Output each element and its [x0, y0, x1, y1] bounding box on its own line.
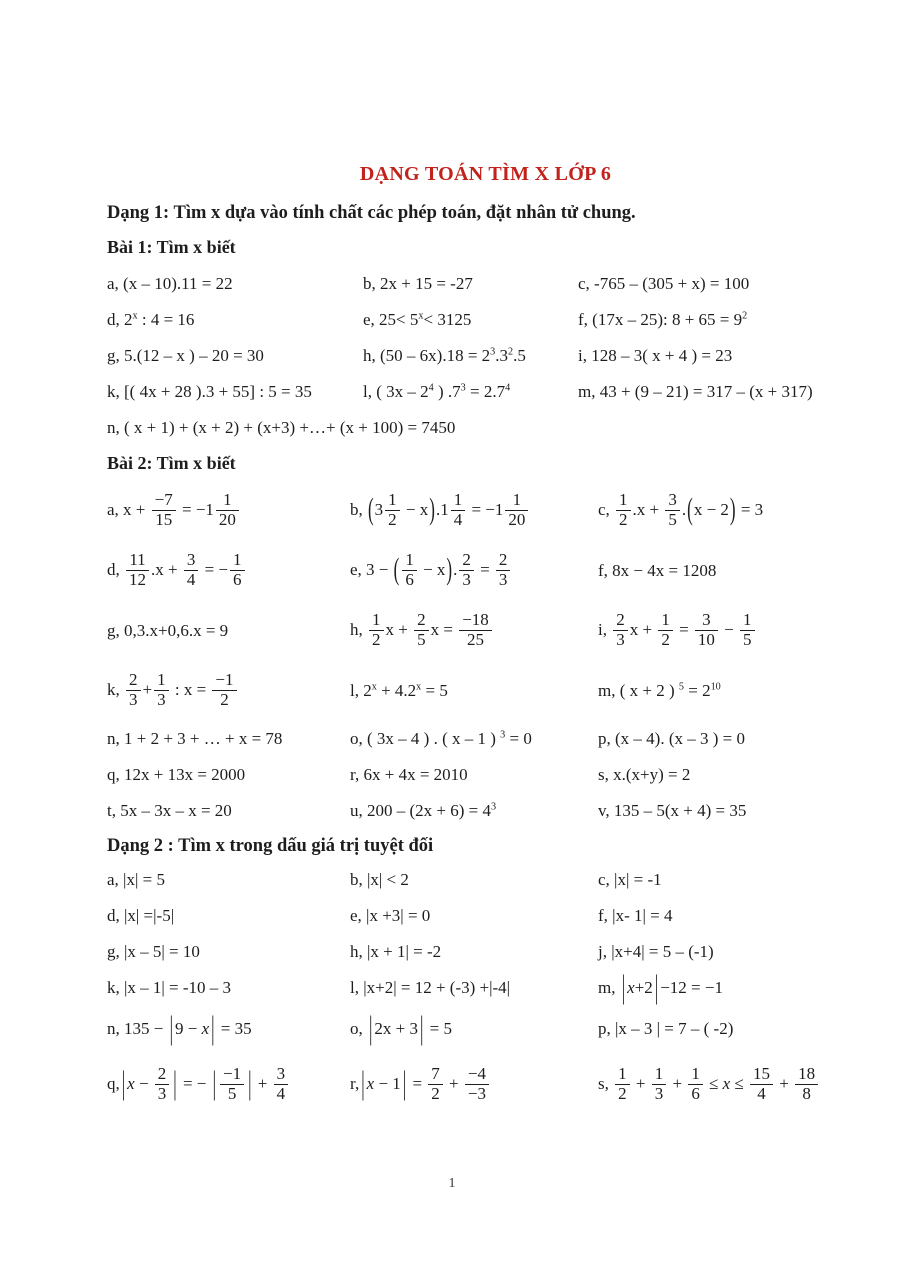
dang2-problem-grid [107, 862, 864, 1006]
problem-item: b, 2x + 15 = -27 [363, 273, 473, 293]
fraction: $\frac{1}{6}$ [688, 1065, 703, 1103]
fraction: $\frac{18}{8}$ [795, 1065, 818, 1103]
problem-item: v, 135 – 5(x + 4) = 35 [598, 801, 747, 821]
problem-row [107, 266, 864, 302]
fraction: $\frac{15}{4}$ [750, 1065, 773, 1103]
problem-item: i, $\frac{2}{3}$ x + $\frac{1}{2}$ = $\frac{3}{10}$ − $\frac{1}{5}$ [598, 612, 864, 650]
problem-item: n, 1 + 2 + 3 + … + x = 78 [107, 729, 283, 749]
problem-row [107, 481, 864, 541]
problem-item: b, (3 $\frac{1}{2}$ − x).1 $\frac{1}{4}$ = −1 $\frac{1}{20}$ [350, 492, 598, 530]
problem-item: r, 6x + 4x = 2010 [350, 765, 468, 785]
problem-item: d, $\frac{11}{12}$ .x + $\frac{3}{4}$ = − $\frac{1}{6}$ [107, 552, 350, 590]
problem-item: d, 2$^x$ : 4 = 16 [107, 309, 195, 329]
fraction: $\frac{2}{3}$ [613, 611, 628, 649]
problem-row [107, 374, 864, 410]
problem-row [107, 302, 864, 338]
problem-item: q, | x − $\frac{2}{3}$ | = − | $\frac{-1}{5}$ | + $\frac{3}{4}$ [107, 1066, 350, 1104]
fraction: $\frac{3}{4}$ [184, 551, 199, 589]
problem-item: i, 128 – 3( x + 4 ) = 23 [578, 345, 733, 365]
fraction: $\frac{2}{3}$ [155, 1065, 170, 1103]
subsection-heading-bai2: Bài 2: Tìm x biết [107, 452, 236, 473]
problem-item: s, $\frac{1}{2}$ + $\frac{1}{3}$ + $\frac{1}{6}$ ≤ x ≤ $\frac{15}{4}$ + $\frac{18}{8}$ [598, 1066, 864, 1104]
problem-item: m, 43 + (9 – 21) = 317 – (x + 317) [578, 381, 813, 401]
problem-item: e, |x +3| = 0 [350, 906, 431, 926]
problem-row [107, 970, 864, 1006]
problem-item: n, 135 − | 9 − x | = 35 [107, 1010, 252, 1047]
fraction: $\frac{2}{3}$ [459, 551, 474, 589]
problem-item: d, |x| =|-5| [107, 906, 175, 926]
problem-row [107, 898, 864, 934]
problem-item: e, $25< 5^x< 3125$ [363, 309, 472, 329]
problem-item: u, $200 - (2x + 6) = 4^3$ [350, 801, 497, 821]
problem-item: h, |x + 1| = -2 [350, 942, 442, 962]
page-number: 1 [448, 1176, 456, 1191]
problem-item: c, |x| = -1 [598, 870, 662, 890]
fraction: $\frac{2}{5}$ [414, 611, 429, 649]
fraction: $\frac{3}{5}$ [665, 491, 680, 529]
problem-item: m, ( x + 2 ) $^5 = 2^{10}$ [598, 681, 721, 701]
fraction: $\frac{1}{3}$ [652, 1065, 667, 1103]
problem-item: g, 5.(12 – x ) – 20 = 30 [107, 345, 264, 365]
fraction: $\frac{3}{10}$ [695, 611, 718, 649]
dang2-tall-problem-row [107, 1006, 864, 1052]
problem-item: f, 8x − 4x = 1208 [598, 561, 717, 581]
problem-row [107, 934, 864, 970]
problem-item: p, |x – 3 | = 7 – ( -2) [598, 1019, 734, 1039]
fraction: $\frac{1}{2}$ [615, 1065, 630, 1103]
fraction: $\frac{-1}{2}$ [212, 671, 236, 709]
section-heading-dang2: Dạng 2 : Tìm x trong dấu giá trị tuyệt đối [107, 836, 434, 857]
fraction: $\frac{1}{20}$ [216, 491, 239, 529]
fraction: $\frac{2}{3}$ [496, 551, 511, 589]
problem-item: g, |x – 5| = 10 [107, 942, 200, 962]
problem-row [107, 793, 864, 829]
problem-row [107, 1052, 864, 1118]
problem-item: q, 12x + 13x = 2000 [107, 765, 246, 785]
bai2-plain-problem-grid [107, 721, 864, 829]
fraction: $\frac{1}{2}$ [385, 491, 400, 529]
problem-row [107, 757, 864, 793]
problem-item: o, ( 3x – 4 ) . ( x – 1 ) $^3$ = 0 [350, 729, 532, 749]
problem-row [107, 338, 864, 374]
fraction: $\frac{1}{3}$ [154, 671, 169, 709]
problem-item: j, |x+4| = 5 – (-1) [598, 942, 714, 962]
problem-item: o, | 2x + 3 | = 5 [350, 1010, 452, 1047]
fraction: $\frac{2}{3}$ [126, 671, 141, 709]
problem-row [107, 541, 864, 601]
problem-item: f, |x- 1| = 4 [598, 906, 673, 926]
fraction: $\frac{-18}{25}$ [459, 611, 492, 649]
problem-item: l, ( $3x - 2^4$ ) $.7^3 = 2.7^4$ [363, 381, 511, 401]
page-title: DẠNG TOÁN TÌM X LỚP 6 [359, 163, 612, 185]
subsection-heading-bai1: Bài 1: Tìm x biết [107, 237, 236, 258]
dang2-fraction-problem-row [107, 1052, 864, 1118]
fraction: $\frac{7}{2}$ [428, 1065, 443, 1103]
problem-row [107, 661, 864, 721]
fraction: $\frac{-1}{5}$ [220, 1065, 244, 1103]
fraction: $\frac{-7}{15}$ [152, 491, 176, 529]
problem-row [107, 1006, 864, 1052]
problem-item: g, 0,3.x+0,6.x = 9 [107, 621, 229, 641]
problem-item: m, | x+2 | −12 = −1 [598, 969, 723, 1006]
problem-item: h, $(50 - 6x).18 = 2^3.3^2.5$ [363, 345, 526, 365]
problem-item: r, | x − 1 | = $\frac{7}{2}$ + $\frac{-4}{-3}$ [350, 1066, 598, 1104]
problem-item: f, (17x – 25): $8 + 65 = 9^2$ [578, 309, 748, 329]
problem-item: k, [( 4x + 28 ).3 + 55] : 5 = 35 [107, 381, 312, 401]
problem-row [107, 721, 864, 757]
problem-item: e, 3 − ( $\frac{1}{6}$ − x). $\frac{2}{3}$ = $\frac{2}{3}$ [350, 552, 598, 590]
problem-item: b, |x| < 2 [350, 870, 409, 890]
problem-item: k, $\frac{2}{3}$ + $\frac{1}{3}$ : x = $\frac{-1}{2}$ [107, 672, 350, 710]
section-heading-dang1: Dạng 1: Tìm x dựa vào tính chất các phép toán, đặt nhân tử chung. [107, 203, 636, 223]
problem-row [107, 862, 864, 898]
fraction: $\frac{1}{4}$ [451, 491, 466, 529]
fraction: $\frac{1}{6}$ [230, 551, 245, 589]
bai2-fraction-problem-grid [107, 481, 864, 721]
bai1-problem-grid [107, 266, 864, 410]
fraction: $\frac{1}{6}$ [402, 551, 417, 589]
problem-item: h, $\frac{1}{2}$ x + $\frac{2}{5}$ x = $\frac{-18}{25}$ [350, 612, 598, 650]
problem-item: s, x.(x+y) = 2 [598, 765, 691, 785]
problem-item: p, (x – 4). (x – 3 ) = 0 [598, 729, 745, 749]
fraction: $\frac{1}{5}$ [740, 611, 755, 649]
problem-item: l, $2^x + 4.2^x = 5$ [350, 681, 448, 701]
bai1-problem-full-row: n, ( x + 1) + (x + 2) + (x+3) +…+ (x + 100) = 7450 [107, 417, 456, 437]
problem-row [107, 601, 864, 661]
fraction: $\frac{1}{20}$ [505, 491, 528, 529]
fraction: $\frac{1}{2}$ [658, 611, 673, 649]
fraction: $\frac{3}{4}$ [274, 1065, 289, 1103]
problem-item: c, -765 – (305 + x) = 100 [578, 273, 750, 293]
fraction: $\frac{1}{2}$ [369, 611, 384, 649]
problem-item: k, |x – 1| = -10 – 3 [107, 978, 232, 998]
fraction: $\frac{1}{2}$ [616, 491, 631, 529]
problem-item: a, |x| = 5 [107, 870, 165, 890]
problem-item: a, x + $\frac{-7}{15}$ = −1 $\frac{1}{20}$ [107, 492, 350, 530]
fraction: $\frac{11}{12}$ [126, 551, 149, 589]
problem-item: a, (x – 10).11 = 22 [107, 273, 233, 293]
problem-item: c, $\frac{1}{2}$ .x + $\frac{3}{5}$ .(x − 2) = 3 [598, 489, 764, 529]
problem-item: t, 5x – 3x – x = 20 [107, 801, 232, 821]
fraction: $\frac{-4}{-3}$ [465, 1065, 489, 1103]
problem-item: l, |x+2| = 12 + (-3) +|-4| [350, 978, 511, 998]
